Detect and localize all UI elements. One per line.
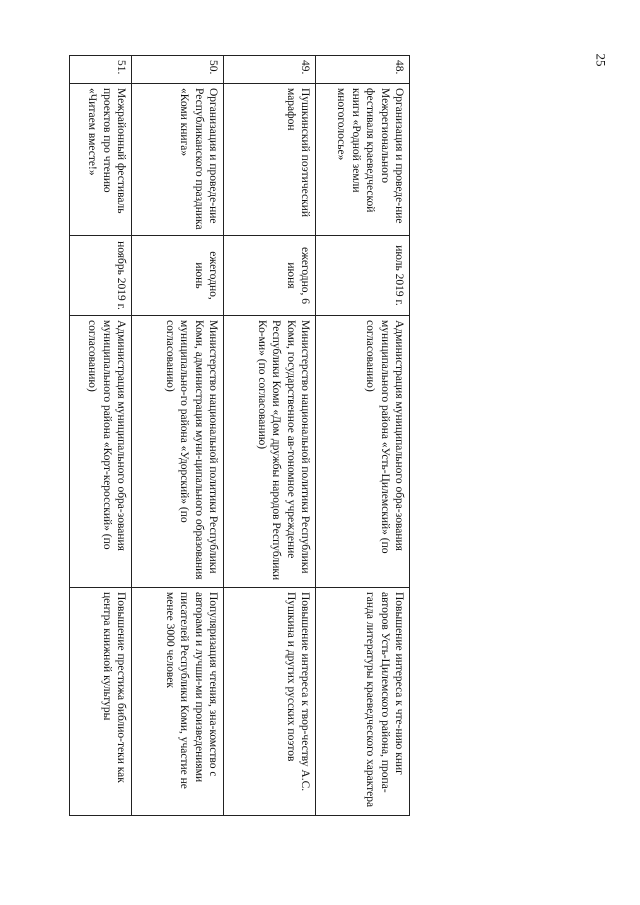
event-date: ежегодно, июнь	[132, 236, 224, 316]
events-table	[70, 55, 410, 815]
row-number: 49.	[224, 56, 316, 84]
event-organizer: Администрация муниципального обра-зования муниципального района «Корт-керосский» (по согласованию)	[70, 316, 132, 588]
event-result: Повышение престижа библио-теки как центра книжной культуры	[70, 588, 132, 816]
table-row	[132, 56, 224, 816]
page-number: 25	[593, 53, 609, 67]
event-name: Организация и проведе-ние Межрегионального фестиваля краеведческой книги «Родной земли многоголосье»	[316, 84, 410, 236]
event-name: Организация и проведе-ние Республиканского праздника «Коми книга»	[132, 84, 224, 236]
event-organizer: Администрация муниципального обра-зования муниципального района «Усть-Цилемский» (по согласованию)	[316, 316, 410, 588]
event-result: Повышение интереса к твор-честву А.С. Пушкина и других русских поэтов	[224, 588, 316, 816]
event-organizer: Министерство национальной политики Республики Коми, государственное ав-тономное учреждение Республики Коми «Дом дружбы народов Республики Ко-ми» (по согласованию)	[224, 316, 316, 588]
row-number: 48.	[316, 56, 410, 84]
event-name: Межрайонный фестиваль проектов про чтению «Читаем вместе!»	[70, 84, 132, 236]
event-result: Популяризация чтения, зна-комство с авторами и лучши-ми произведениями писателей Республики Коми, участие не менее 3000 человек	[132, 588, 224, 816]
row-number: 51.	[70, 56, 132, 84]
event-date: ежегодно, 6 июня	[224, 236, 316, 316]
event-result: Повышение интереса к чте-нию книг авторов Усть-Цилемского района, пропа-ганда литературы краеведческого характера	[316, 588, 410, 816]
table-row	[70, 56, 132, 816]
table-row	[316, 56, 410, 816]
event-organizer: Министерство национальной политики Республики Коми, администрация муни-ципального образования муниципально-го района «Удорский» (по согласованию)	[132, 316, 224, 588]
event-date: ноябрь 2019 г.	[70, 236, 132, 316]
event-date: июль 2019 г.	[316, 236, 410, 316]
row-number: 50.	[132, 56, 224, 84]
table-row	[224, 56, 316, 816]
event-name: Пушкинский поэтический марафон	[224, 84, 316, 236]
